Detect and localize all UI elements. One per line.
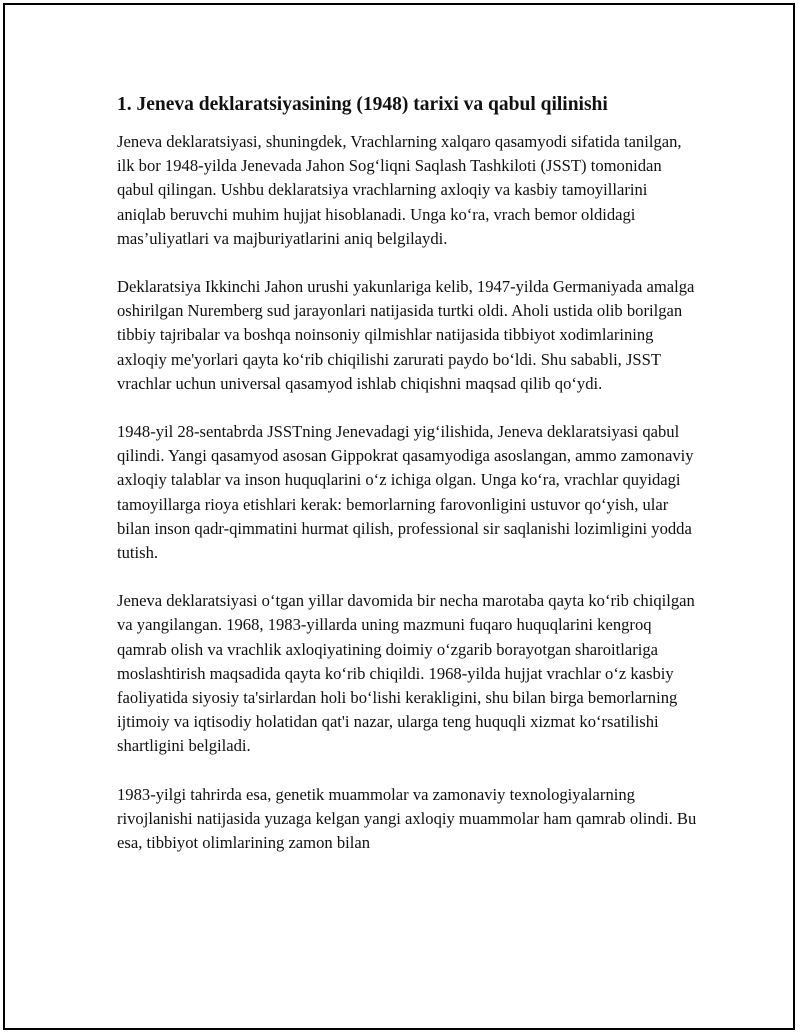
paragraph-3: 1948-yil 28-sentabrda JSSTning Jenevadagi yig‘ilishida, Jeneva deklaratsiyasi qabul qilindi. Yangi qasamyod asosan Gippokrat qasamyodiga asoslangan, ammo zamonaviy axloqiy talablar va inson huquqlarini o‘z ichiga olgan. Unga ko‘ra, vrachlar quyidagi tamoyillarga rioya etishlari kerak: bemorlarning farovonligini ustuvor qo‘yish, ular bilan inson qadr-qimmatini hurmat qilish, professional sir saqlanishi lozimligini yodda tutish.	[117, 422, 694, 563]
paragraph-4: Jeneva deklaratsiyasi o‘tgan yillar davomida bir necha marotaba qayta ko‘rib chiqilgan va yangilangan. 1968, 1983-yillarda uning mazmuni fuqaro huquqlarini kengroq qamrab olish va vrachlik axloqiyatining doimiy o‘zgarib borayotgan sharoitlariga moslashtirish maqsadida qayta ko‘rib chiqildi. 1968-yilda hujjat vrachlar o‘z kasbiy faoliyatida siyosiy ta'sirlardan holi bo‘lishi kerakligini, shu bilan birga bemorlarning ijtimoiy va iqtisodiy holatidan qat'i nazar, ularga teng huquqli xizmat ko‘rsatilishi shartligini belgiladi.	[117, 591, 695, 756]
section-title: 1. Jeneva deklaratsiyasining (1948) tarixi va qabul qilinishi	[117, 94, 608, 115]
paragraph-1: Jeneva deklaratsiyasi, shuningdek, Vrachlarning xalqaro qasamyodi sifatida tanilgan, ilk bor 1948-yilda Jenevada Jahon Sog‘liqni Saqlash Tashkiloti (JSST) tomonidan qabul qilingan. Ushbu deklaratsiya vrachlarning axloqiy va kasbiy tamoyillarini aniqlab beruvchi muhim hujjat hisoblanadi. Unga ko‘ra, vrach bemor oldidagi mas’uliyatlari va majburiyatlarini aniq belgilaydi.	[117, 132, 682, 248]
paragraph-5: 1983-yilgi tahrirda esa, genetik muammolar va zamonaviy texnologiyalarning rivojlanishi natijasida yuzaga kelgan yangi axloqiy muammolar ham qamrab olindi. Bu esa, tibbiyot olimlarining zamon bilan	[117, 784, 697, 853]
document-body	[117, 93, 697, 879]
paragraph-2: Deklaratsiya Ikkinchi Jahon urushi yakunlariga kelib, 1947-yilda Germaniyada amalga oshirilgan Nuremberg sud jarayonlari natijasida turtki oldi. Aholi ustida olib borilgan tibbiy tajribalar va boshqa noinsoniy qilmishlar natijasida tibbiyot xodimlarining axloqiy me'yorlari qayta ko‘rib chiqilishi zarurati paydo bo‘ldi. Shu sababli, JSST vrachlar uchun universal qasamyod ishlab chiqishni maqsad qilib qo‘ydi.	[117, 277, 695, 393]
